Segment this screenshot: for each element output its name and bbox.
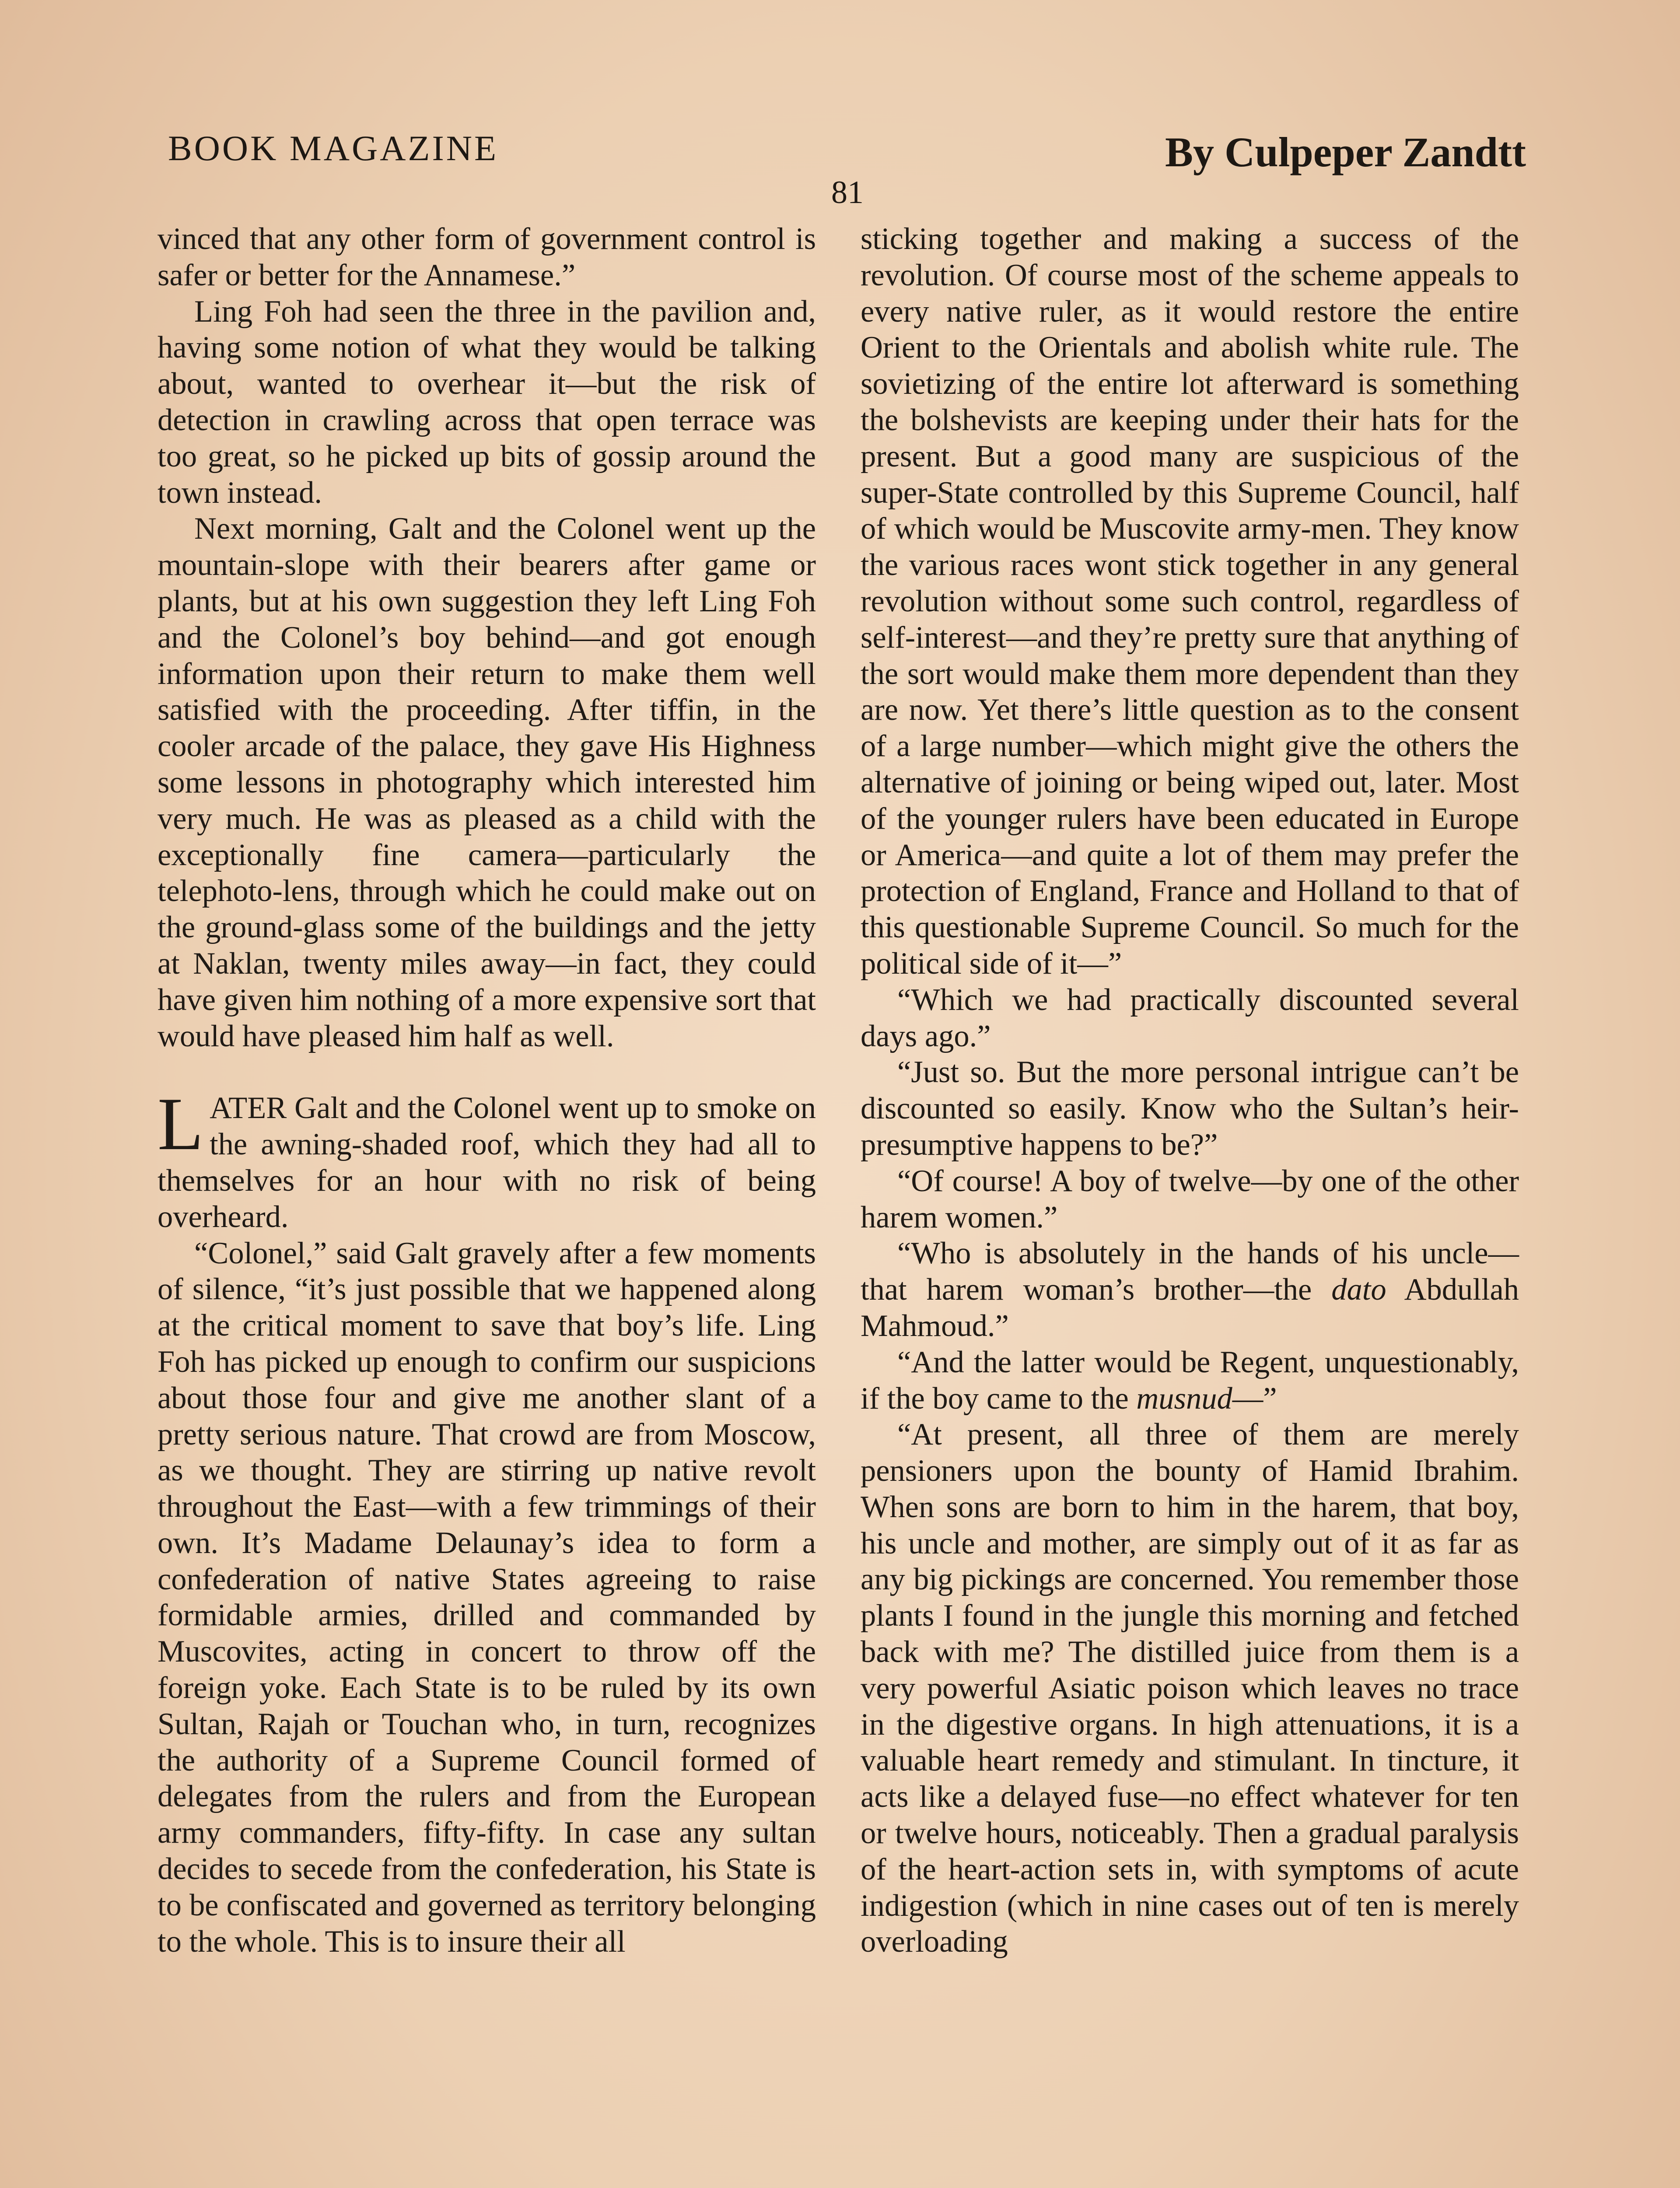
section-opening-paragraph (158, 1083, 816, 1235)
paragraph: Ling Foh had seen the three in the pavilion and, having some notion of what they would be talking about, wanted to overhear it—but the risk of detection in crawling across that open terrace was too great, so he picked up bits of gossip around the town instead. (158, 294, 816, 510)
paragraph-text: Abdullah Mahmoud.” (861, 1273, 1519, 1343)
page-number: 81 (831, 175, 864, 210)
paragraph: “Colonel,” said Galt gravely after a few moments of silence, “it’s just possible that we happened along at the critical moment to save that boy’s life. Ling Foh has picked up enough to confirm our suspicions about those four and give me another slant of a pretty serious nature. That crowd are from Moscow, as we thought. They are stirring up native revolt throughout the East—with a few trimmings of their own. It’s Madame Delaunay’s idea to form a confederation of native States agreeing to raise formidable armies, drilled and commanded by Muscovites, acting in concert to throw off the foreign yoke. Each State is to be ruled by its own Sultan, Rajah or Touchan who, in turn, recognizes the authority of a Supreme Council formed of delegates from the rulers and from the European army commanders, fifty-fifty. In case any sultan decides to secede from the confederation, his State is to be confiscated and governed as territory belonging to the whole. This is to insure their all (158, 1236, 816, 1959)
paragraph: sticking together and making a success of the revolution. Of course most of the scheme appeals to every native ruler, as it would restore the entire Orient to the Orientals and abolish white rule. The sovietizing of the entire lot afterward is something the bolshevists are keeping under their hats for the present. But a good many are suspicious of the super-State controlled by this Supreme Council, half of which would be Muscovite army-men. They know the various races wont stick together in any general revolution without some such control, regardless of self-interest—and they’re pretty sure that anything of the sort would make them more dependent than they are now. Yet there’s little question as to the consent of a large number—which might give the others the alternative of joining or being wiped out, later. Most of the younger rulers have been educated in Europe or America—and quite a lot of them may prefer the protection of England, France and Holland to that of this questionable Supreme Council. So much for the political side of it—” (861, 222, 1519, 981)
paragraph-text: —” (1232, 1381, 1277, 1416)
paragraph: “Of course! A boy of twelve—by one of the other harem women.” (861, 1164, 1519, 1234)
left-column (158, 221, 816, 1960)
italic-word: dato (1331, 1273, 1386, 1307)
paragraph: “At present, all three of them are merely pensioners upon the bounty of Hamid Ibrahim. When sons are born to him in the harem, that boy, his uncle and mother, are simply out of it as far as any big pickings are concerned. You remember those plants I found in the jungle this morning and fetched back with me? The distilled juice from them is a very powerful Asiatic poison which leaves no trace in the digestive organs. In high attenuations, it is a valuable heart remedy and stimulant. In tincture, it acts like a delayed fuse—no effect whatever for ten or twelve hours, noticeably. Then a gradual paralysis of the heart-action sets in, with symptoms of acute indigestion (which in nine cases out of ten is merely overloading (861, 1417, 1519, 1959)
paragraph: “Which we had practically discounted several days ago.” (861, 982, 1519, 1053)
paragraph-text: “And the latter would be Regent, unquestionably, if the boy came to the (861, 1345, 1519, 1416)
magazine-title: BOOK MAGAZINE (168, 128, 499, 168)
paragraph: “Just so. But the more personal intrigue can’t be discounted so easily. Know who the Sultan’s heir-presumptive happens to be?” (861, 1055, 1519, 1162)
paragraph-text: “Who is absolutely in the hands of his uncle—that harem woman’s brother—the (861, 1236, 1519, 1307)
italic-word: musnud (1136, 1381, 1232, 1416)
paragraph (861, 1344, 1519, 1417)
drop-cap: L (158, 1083, 204, 1166)
paragraph: vinced that any other form of government control is safer or better for the Annamese.” (158, 222, 816, 292)
right-column (861, 221, 1519, 1960)
author-byline: By Culpeper Zandtt (1165, 129, 1526, 175)
paragraph (861, 1235, 1519, 1344)
paragraph: Next morning, Galt and the Colonel went up the mountain-slope with their bearers after game or plants, but at his own suggestion they left Ling Foh and the Colonel’s boy behind—and got enough information upon their return to make them well satisfied with the proceeding. After tiffin, in the cooler arcade of the palace, they gave His Highness some lessons in photography which interested him very much. He was as pleased as a child with the exceptionally fine camera—particularly the telephoto-lens, through which he could make out on the ground-glass some of the buildings and the jetty at Naklan, twenty miles away—in fact, they could have given him nothing of a more expensive sort that would have pleased him half as well. (158, 512, 816, 1053)
paragraph-text: ATER Galt and the Colonel went up to smoke on the awning-shaded roof, which they had all to themselves for an hour with no risk of being overheard. (158, 1091, 816, 1234)
